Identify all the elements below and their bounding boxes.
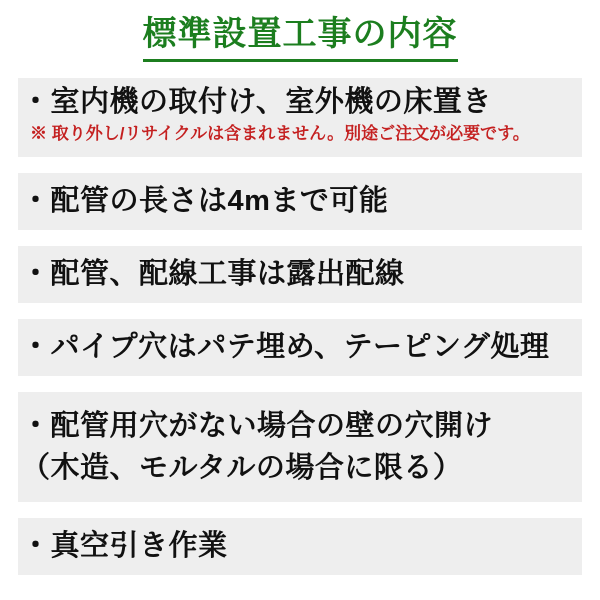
item-text: ・配管用穴がない場合の壁の穴開け — [21, 410, 494, 442]
item-text: ・室内機の取付け、室外機の床置き — [21, 86, 492, 118]
list-item — [18, 518, 582, 575]
list-item — [18, 392, 582, 502]
item-list — [18, 78, 582, 575]
item-text: ・真空引き作業 — [21, 530, 228, 562]
item-text: ・配管、配線工事は露出配線 — [21, 258, 405, 290]
item-text: ・配管の長さは4mまで可能 — [21, 185, 389, 217]
list-item — [18, 78, 582, 157]
page-title: 標準設置工事の内容 — [143, 12, 458, 62]
list-item — [18, 319, 582, 376]
title-container — [18, 12, 582, 62]
item-text-line2: （木造、モルタルの場合に限る） — [21, 452, 463, 484]
item-note: ※ 取り外し/リサイクルは含まれません。別途ご注文が必要です。 — [30, 124, 530, 143]
item-text: ・パイプ穴はパテ埋め、テーピング処理 — [21, 331, 550, 363]
list-item — [18, 173, 582, 230]
list-item — [18, 246, 582, 303]
